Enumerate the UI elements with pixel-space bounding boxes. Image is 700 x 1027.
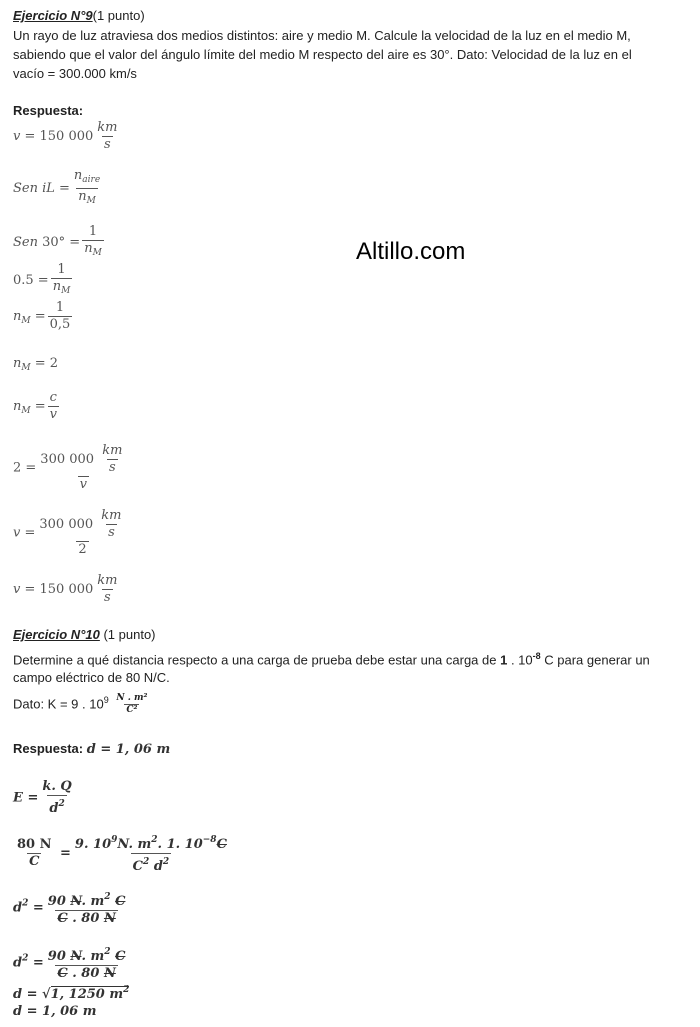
exercise-10-heading bbox=[13, 627, 156, 643]
eq10-3: $d^2$ = $\frac{90 N. m^2 C}{C . 80 N}$ bbox=[13, 892, 126, 926]
eq10-1: E = $\frac{k. Q}{d^2}$ bbox=[13, 779, 72, 816]
eq10-5: d = √1, 1250 $m^2$ bbox=[13, 985, 130, 1002]
exercise-10-answer bbox=[13, 741, 170, 758]
exercise-10-dato: Dato: K = 9 . $10^9$ $\frac{\text{N . m²}}{\text{C²}}$ bbox=[13, 693, 148, 716]
exercise-9-points: (1 punto) bbox=[92, 8, 145, 23]
eq10-2: $\frac{80 N}{C}$ = $\frac{9. 10^9N. m^2. 1. 10^{-8}C}{C^2 d^2}$ bbox=[17, 835, 227, 874]
ex10-line1-base: . 10 bbox=[507, 652, 533, 668]
ex10-line1-bold: 1 bbox=[500, 652, 508, 668]
eq9-9: v = 300 000 $\frac{km}{s}$ 2 bbox=[13, 508, 122, 557]
exercise-10-title: Ejercicio N°10 bbox=[13, 627, 100, 642]
eq9-3: Sen 30° = $\frac{1}{n_M}$ bbox=[13, 224, 106, 261]
ex10-line1-text: Determine a qué distancia respecto a una carga de prueba debe estar una carga de bbox=[13, 652, 501, 668]
eq9-5: $n_M$ = $\frac{1}{0,5}$ bbox=[13, 300, 71, 332]
eq9-2: Sen iL = $\frac{n_{aire}}{n_M}$ bbox=[13, 168, 104, 209]
ex10-answer-value: d = 1, 06 m bbox=[86, 742, 171, 757]
eq9-1: v = 150 000 $\frac{km}{s}$ bbox=[13, 120, 118, 152]
eq9-8: 2 = 300 000 $\frac{km}{s}$ v bbox=[13, 443, 123, 492]
ex10-line1-exp: -8 bbox=[532, 651, 541, 661]
eq9-7: $n_M$ = $\frac{c}{v}$ bbox=[13, 390, 57, 422]
eq9-4: 0.5 = $\frac{1}{n_M}$ bbox=[13, 262, 74, 299]
eq10-4: $d^2$ = $\frac{90 N. m^2 C}{C . 80 N}$ bbox=[13, 947, 126, 981]
exercise-9-statement-line2: sabiendo que el valor del ángulo límite del medio M respecto del aire es 30°. Dato: Velocidad de la luz en el bbox=[13, 47, 632, 62]
exercise-9-statement-line1: Un rayo de luz atraviesa dos medios distintos: aire y medio M. Calcule la velocidad de la luz en el medio M, bbox=[13, 28, 631, 43]
exercise-9-statement-line3: vacío = 300.000 km/s bbox=[13, 66, 137, 81]
exercise-9-title: Ejercicio N°9 bbox=[13, 8, 93, 23]
ex10-dato-exp: 9 bbox=[103, 695, 109, 705]
eq9-10: v = 150 000 $\frac{km}{s}$ bbox=[13, 573, 118, 605]
exercise-10-statement-line1 bbox=[13, 648, 650, 668]
ex10-line1-end: C para generar un bbox=[540, 652, 650, 668]
watermark: Altillo.com bbox=[356, 238, 466, 265]
exercise-9-answer-label: Respuesta: bbox=[13, 103, 84, 118]
eq9-6: $n_M = 2$ bbox=[13, 356, 59, 373]
eq10-6: d = 1, 06 m bbox=[13, 1004, 97, 1019]
ex10-answer-label: Respuesta: bbox=[13, 741, 87, 756]
ex10-dato-text: Dato: K = 9 . 10 bbox=[13, 696, 104, 712]
exercise-10-statement-line2: campo eléctrico de 80 N/C. bbox=[13, 670, 170, 685]
exercise-10-points: (1 punto) bbox=[99, 627, 156, 642]
exercise-9-heading bbox=[13, 8, 145, 24]
